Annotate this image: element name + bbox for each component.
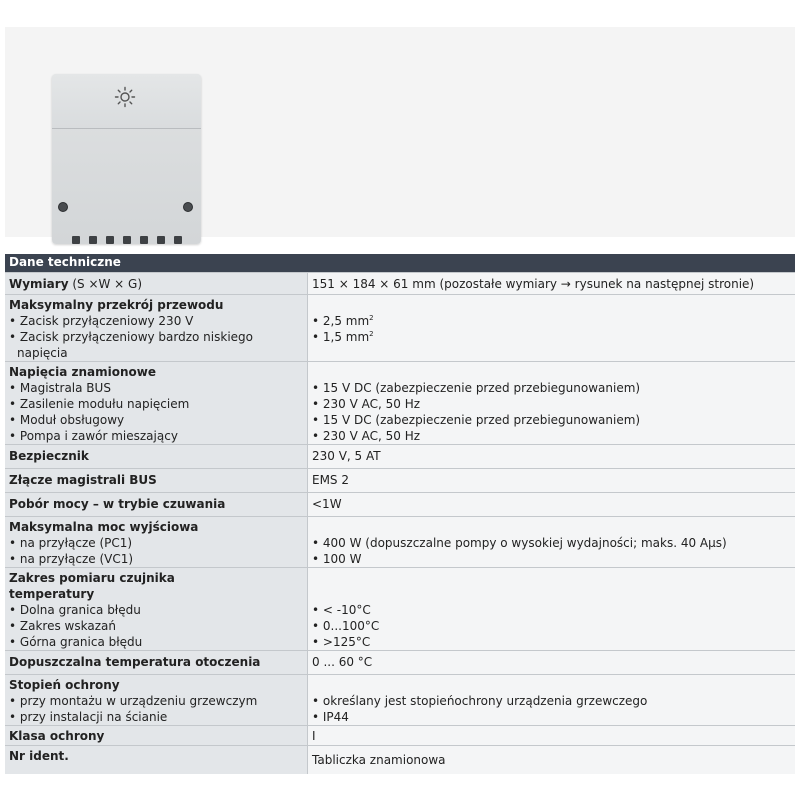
row-label: Klasa ochrony: [5, 726, 308, 746]
table-row: [5, 726, 795, 746]
table-row: [5, 746, 795, 774]
sun-icon: [114, 86, 136, 108]
row-value: I: [308, 726, 796, 746]
row-label: Zakres pomiaru czujnika temperatury • Dolna granica błędu • Zakres wskazań • Górna granica błędu: [5, 568, 308, 651]
row-value: • 400 W (dopuszczalne pompy o wysokiej wydajności; maks. 40 Aμs) • 100 W: [308, 517, 796, 568]
row-label: Napięcia znamionowe • Magistrala BUS • Zasilenie modułu napięciem • Moduł obsługowy • Pompa i zawór mieszający: [5, 362, 308, 445]
row-label: Maksymalny przekrój przewodu • Zacisk przyłączeniowy 230 V • Zacisk przyłączeniowy bardzo niskiego napięcia: [5, 295, 308, 362]
row-value: Tabliczka znamionowa: [308, 746, 796, 774]
table-row: [5, 469, 795, 493]
row-value: <1W: [308, 493, 796, 517]
device-lid: [52, 74, 201, 129]
terminal-row: [72, 236, 182, 244]
terminal: [157, 236, 165, 244]
terminal: [89, 236, 97, 244]
table-row: [5, 362, 795, 445]
table-row: [5, 568, 795, 651]
table-row: [5, 445, 795, 469]
product-photo: [5, 27, 795, 237]
row-value: 0 ... 60 °C: [308, 651, 796, 675]
row-value: • < -10°C • 0...100°C • >125°C: [308, 568, 796, 651]
terminal: [72, 236, 80, 244]
row-label: Wymiary (S ×W × G): [5, 273, 308, 295]
row-value: • 2,5 $mm^2$ • 1,5 $mm^2$: [308, 295, 796, 362]
row-label: Pobór mocy – w trybie czuwania: [5, 493, 308, 517]
screw-left: [58, 202, 68, 212]
table-row: [5, 295, 795, 362]
row-label: Stopień ochrony • przy montażu w urządzeniu grzewczym • przy instalacji na ścianie: [5, 675, 308, 726]
terminal: [174, 236, 182, 244]
row-label: Bezpiecznik: [5, 445, 308, 469]
technical-data-table: [5, 254, 795, 774]
row-value: • określany jest stopieńochrony urządzenia grzewczego • IP44: [308, 675, 796, 726]
row-label: Złącze magistrali BUS: [5, 469, 308, 493]
table-title: Dane techniczne: [5, 254, 795, 273]
module-device-image: [52, 74, 201, 244]
terminal: [140, 236, 148, 244]
row-label: Dopuszczalna temperatura otoczenia: [5, 651, 308, 675]
table-row: [5, 517, 795, 568]
table-row: [5, 675, 795, 726]
table-row: [5, 493, 795, 517]
row-value: 230 V, 5 AT: [308, 445, 796, 469]
terminal: [123, 236, 131, 244]
row-label: Nr ident.: [5, 746, 308, 774]
table-row: [5, 273, 795, 295]
row-value: • 15 V DC (zabezpieczenie przed przebiegunowaniem) • 230 V AC, 50 Hz • 15 V DC (zabezpieczenie przed przebiegunowaniem) • 230 V AC, 50 Hz: [308, 362, 796, 445]
terminal: [106, 236, 114, 244]
table-row: [5, 651, 795, 675]
row-label: Maksymalna moc wyjściowa • na przyłącze (PC1) • na przyłącze (VC1): [5, 517, 308, 568]
screw-right: [183, 202, 193, 212]
row-value: EMS 2: [308, 469, 796, 493]
row-value: 151 × 184 × 61 mm (pozostałe wymiary → rysunek na następnej stronie): [308, 273, 796, 295]
table-header: [5, 254, 795, 273]
